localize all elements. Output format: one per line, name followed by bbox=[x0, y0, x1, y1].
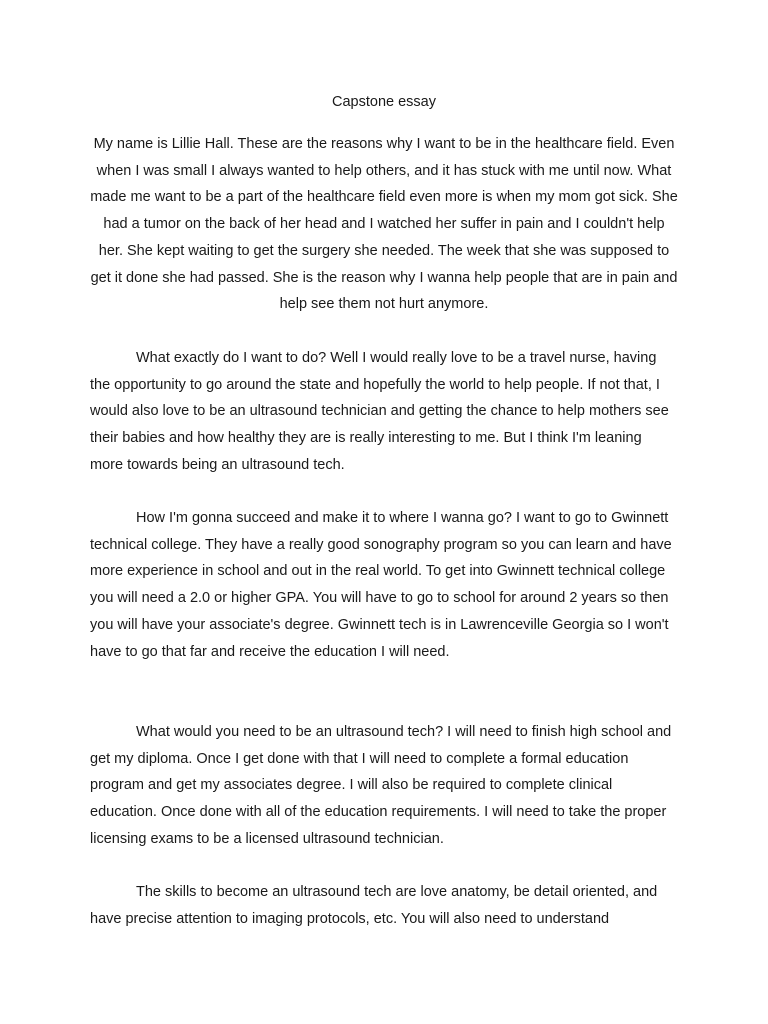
intro-paragraph: My name is Lillie Hall. These are the reasons why I want to be in the healthcare field. Even when I was small I always wanted to help others, and it has stuck with me until now. What made me want to be a part of the healthcare field even more is when my mom got sick. She had a tumor on the back of her head and I watched her suffer in pain and I couldn't help her. She kept waiting to get the surgery she needed. The week that she was supposed to get it done she had passed. She is the reason why I wanna help people that are in pain and help see them not hurt anymore. bbox=[90, 136, 678, 313]
body-paragraph-3-text: What would you need to be an ultrasound tech? I will need to finish high school and get my diploma. Once I get done with that I will need to complete a formal education program and get my associates degree. I will also be required to complete clinical education. Once done with all of the education requirements. I will need to take the proper licensing exams to be a licensed ultrasound technician. bbox=[90, 724, 672, 847]
body-paragraph-2-text: How I'm gonna succeed and make it to where I wanna go? I want to go to Gwinnett technical college. They have a really good sonography program so you can learn and have more experience in school and out in the real world. To get into Gwinnett technical college you will need a 2.0 or higher GPA. You will have to go to school for around 2 years so then you will have your associate's degree. Gwinnett tech is in Lawrenceville Georgia so I won't have to go that far and receive the education I will need. bbox=[90, 510, 672, 660]
body-paragraph-4-text: The skills to become an ultrasound tech are love anatomy, be detail oriented, and have precise attention to imaging protocols, etc. You will also need to understand bbox=[90, 884, 658, 927]
body-paragraph-3 bbox=[90, 719, 678, 853]
body-paragraph-2 bbox=[90, 505, 678, 665]
body-paragraph-4 bbox=[90, 879, 678, 932]
document-title: Capstone essay bbox=[332, 94, 436, 110]
body-paragraph-1 bbox=[90, 345, 678, 479]
body-paragraph-1-text: What exactly do I want to do? Well I would really love to be a travel nurse, having the opportunity to go around the state and hopefully the world to help people. If not that, I would also love to be an ultrasound technician and getting the chance to help mothers see their babies and how healthy they are is really interesting to me. But I think I'm leaning more towards being an ultrasound tech. bbox=[90, 350, 669, 473]
